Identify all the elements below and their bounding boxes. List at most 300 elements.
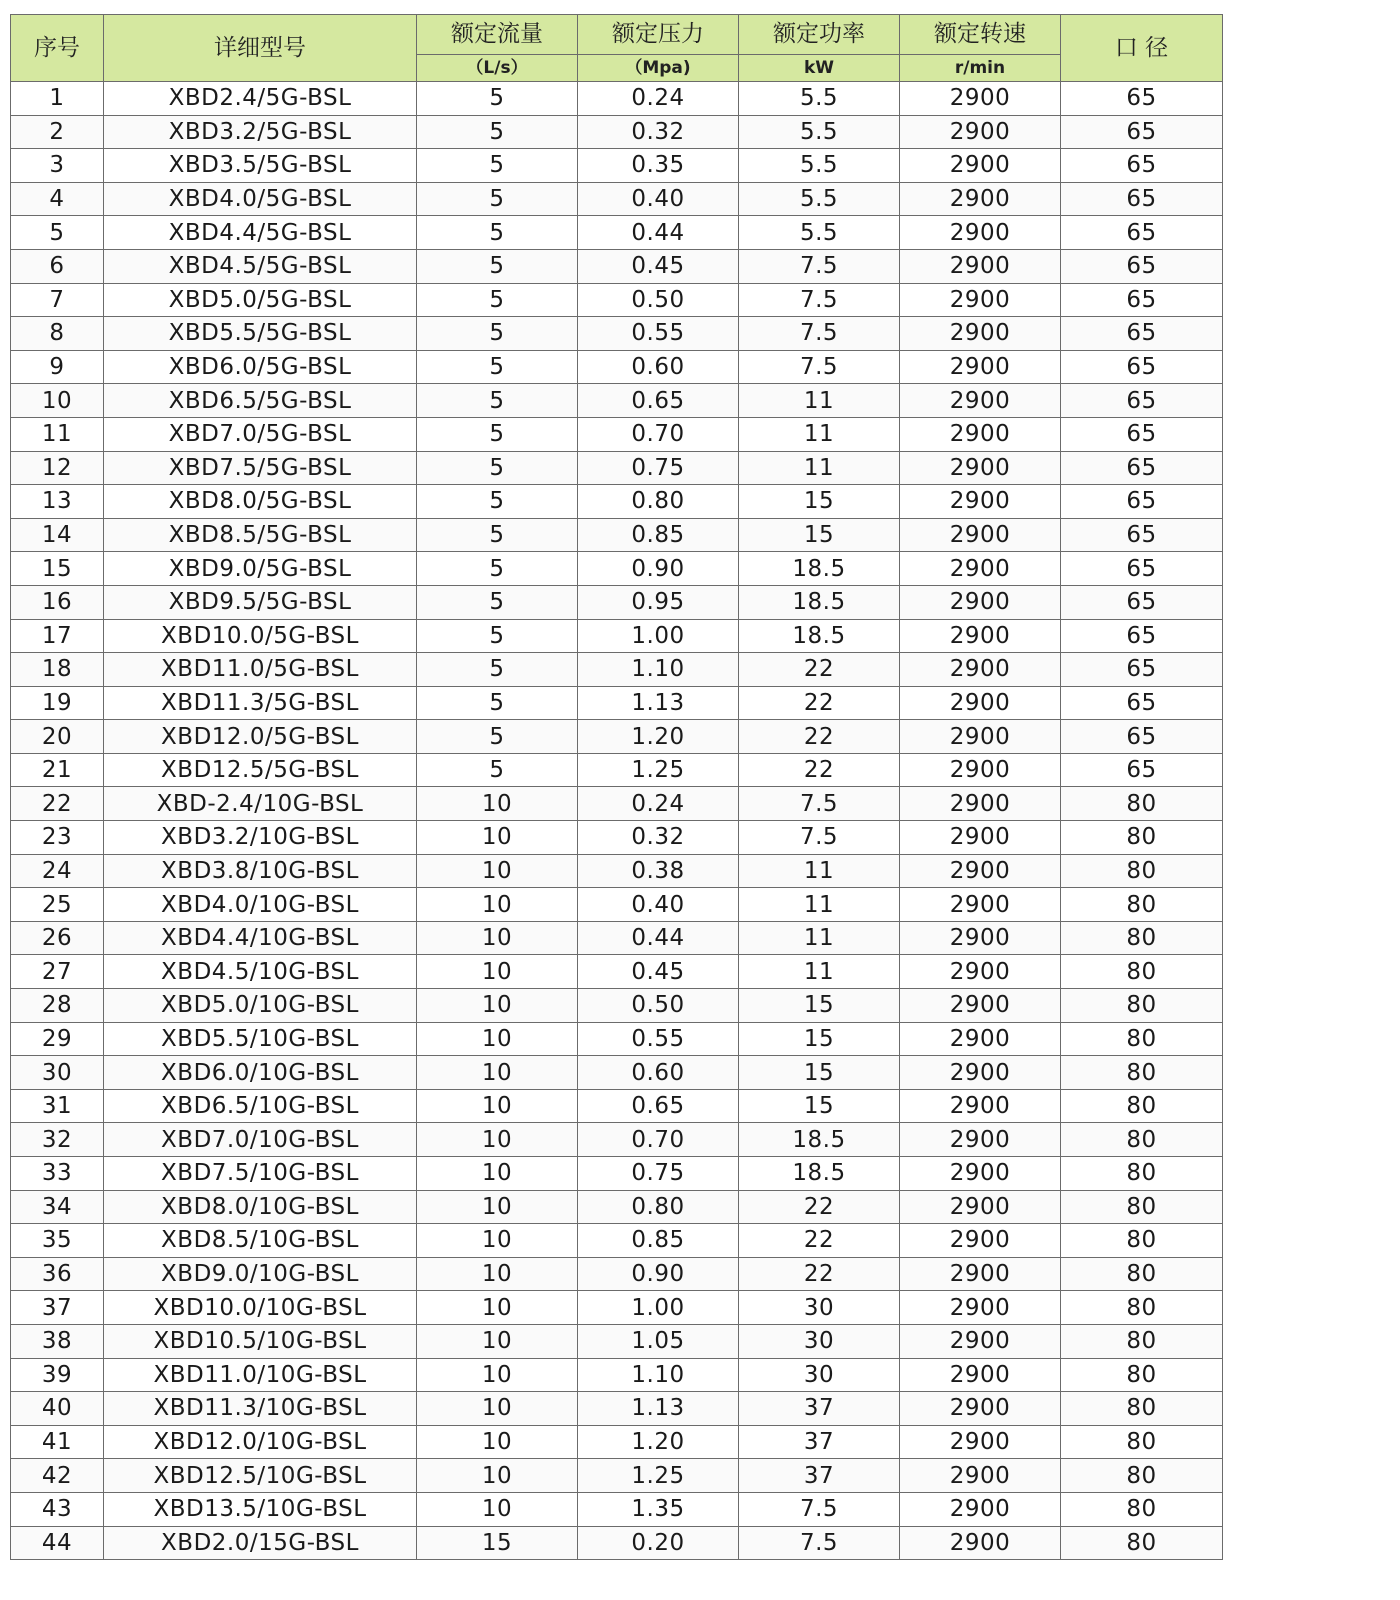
cell-flow: 5 xyxy=(417,753,578,787)
cell-speed: 2900 xyxy=(900,787,1061,821)
cell-index: 35 xyxy=(11,1224,104,1258)
cell-power: 18.5 xyxy=(739,619,900,653)
cell-pressure: 1.25 xyxy=(578,1459,739,1493)
cell-index: 27 xyxy=(11,955,104,989)
cell-speed: 2900 xyxy=(900,1257,1061,1291)
cell-power: 5.5 xyxy=(739,216,900,250)
cell-power: 7.5 xyxy=(739,283,900,317)
cell-diameter: 65 xyxy=(1061,518,1223,552)
table-row xyxy=(11,1089,1223,1123)
table-row xyxy=(11,653,1223,687)
cell-diameter: 80 xyxy=(1061,888,1223,922)
cell-speed: 2900 xyxy=(900,1324,1061,1358)
cell-index: 19 xyxy=(11,686,104,720)
cell-power: 15 xyxy=(739,1089,900,1123)
cell-index: 2 xyxy=(11,115,104,149)
cell-flow: 10 xyxy=(417,1459,578,1493)
cell-power: 30 xyxy=(739,1324,900,1358)
cell-diameter: 80 xyxy=(1061,1123,1223,1157)
cell-flow: 10 xyxy=(417,955,578,989)
cell-flow: 5 xyxy=(417,216,578,250)
cell-pressure: 0.75 xyxy=(578,451,739,485)
table-row xyxy=(11,485,1223,519)
table-row xyxy=(11,317,1223,351)
cell-model: XBD12.5/10G-BSL xyxy=(104,1459,417,1493)
cell-model: XBD5.0/5G-BSL xyxy=(104,283,417,317)
cell-flow: 10 xyxy=(417,1324,578,1358)
cell-power: 5.5 xyxy=(739,115,900,149)
table-row xyxy=(11,451,1223,485)
cell-pressure: 1.13 xyxy=(578,686,739,720)
cell-index: 14 xyxy=(11,518,104,552)
cell-diameter: 80 xyxy=(1061,787,1223,821)
cell-speed: 2900 xyxy=(900,283,1061,317)
cell-pressure: 1.10 xyxy=(578,1358,739,1392)
cell-diameter: 80 xyxy=(1061,921,1223,955)
cell-pressure: 0.90 xyxy=(578,552,739,586)
cell-speed: 2900 xyxy=(900,1358,1061,1392)
cell-speed: 2900 xyxy=(900,686,1061,720)
table-row xyxy=(11,585,1223,619)
cell-flow: 5 xyxy=(417,82,578,116)
cell-diameter: 65 xyxy=(1061,350,1223,384)
cell-model: XBD7.5/10G-BSL xyxy=(104,1157,417,1191)
cell-diameter: 80 xyxy=(1061,854,1223,888)
cell-power: 15 xyxy=(739,1056,900,1090)
cell-speed: 2900 xyxy=(900,1056,1061,1090)
cell-flow: 5 xyxy=(417,182,578,216)
cell-index: 11 xyxy=(11,417,104,451)
cell-power: 22 xyxy=(739,1224,900,1258)
cell-model: XBD9.5/5G-BSL xyxy=(104,585,417,619)
cell-speed: 2900 xyxy=(900,485,1061,519)
cell-diameter: 80 xyxy=(1061,1291,1223,1325)
cell-power: 18.5 xyxy=(739,1123,900,1157)
cell-index: 17 xyxy=(11,619,104,653)
cell-index: 33 xyxy=(11,1157,104,1191)
cell-diameter: 80 xyxy=(1061,1492,1223,1526)
cell-power: 15 xyxy=(739,485,900,519)
cell-speed: 2900 xyxy=(900,417,1061,451)
cell-flow: 15 xyxy=(417,1526,578,1560)
cell-diameter: 65 xyxy=(1061,82,1223,116)
cell-pressure: 0.60 xyxy=(578,1056,739,1090)
cell-pressure: 0.24 xyxy=(578,82,739,116)
cell-power: 15 xyxy=(739,518,900,552)
table-row xyxy=(11,1022,1223,1056)
cell-flow: 10 xyxy=(417,888,578,922)
cell-power: 18.5 xyxy=(739,1157,900,1191)
cell-index: 1 xyxy=(11,82,104,116)
table-row xyxy=(11,854,1223,888)
cell-pressure: 0.55 xyxy=(578,1022,739,1056)
cell-speed: 2900 xyxy=(900,653,1061,687)
cell-model: XBD6.5/5G-BSL xyxy=(104,384,417,418)
table-row xyxy=(11,350,1223,384)
cell-pressure: 0.65 xyxy=(578,384,739,418)
cell-speed: 2900 xyxy=(900,1089,1061,1123)
table-row xyxy=(11,115,1223,149)
cell-diameter: 65 xyxy=(1061,585,1223,619)
cell-speed: 2900 xyxy=(900,1190,1061,1224)
cell-power: 5.5 xyxy=(739,149,900,183)
cell-index: 43 xyxy=(11,1492,104,1526)
cell-model: XBD2.4/5G-BSL xyxy=(104,82,417,116)
table-row xyxy=(11,182,1223,216)
cell-diameter: 80 xyxy=(1061,1526,1223,1560)
table-row xyxy=(11,1190,1223,1224)
cell-pressure: 0.40 xyxy=(578,888,739,922)
cell-power: 22 xyxy=(739,720,900,754)
cell-flow: 10 xyxy=(417,854,578,888)
cell-pressure: 0.50 xyxy=(578,283,739,317)
cell-index: 38 xyxy=(11,1324,104,1358)
cell-index: 22 xyxy=(11,787,104,821)
cell-index: 24 xyxy=(11,854,104,888)
cell-flow: 10 xyxy=(417,1492,578,1526)
cell-speed: 2900 xyxy=(900,149,1061,183)
cell-diameter: 65 xyxy=(1061,216,1223,250)
cell-index: 32 xyxy=(11,1123,104,1157)
cell-model: XBD11.3/5G-BSL xyxy=(104,686,417,720)
cell-power: 22 xyxy=(739,753,900,787)
cell-model: XBD7.0/10G-BSL xyxy=(104,1123,417,1157)
cell-flow: 5 xyxy=(417,518,578,552)
cell-pressure: 0.38 xyxy=(578,854,739,888)
cell-pressure: 1.10 xyxy=(578,653,739,687)
cell-index: 12 xyxy=(11,451,104,485)
cell-index: 26 xyxy=(11,921,104,955)
cell-pressure: 0.20 xyxy=(578,1526,739,1560)
cell-model: XBD13.5/10G-BSL xyxy=(104,1492,417,1526)
cell-model: XBD5.5/5G-BSL xyxy=(104,317,417,351)
cell-model: XBD12.0/10G-BSL xyxy=(104,1425,417,1459)
cell-pressure: 0.70 xyxy=(578,417,739,451)
header-model: 详细型号 xyxy=(104,15,417,82)
cell-model: XBD9.0/10G-BSL xyxy=(104,1257,417,1291)
cell-diameter: 80 xyxy=(1061,1190,1223,1224)
cell-pressure: 0.90 xyxy=(578,1257,739,1291)
table-row xyxy=(11,552,1223,586)
cell-power: 11 xyxy=(739,921,900,955)
cell-flow: 5 xyxy=(417,686,578,720)
cell-flow: 10 xyxy=(417,989,578,1023)
cell-model: XBD7.5/5G-BSL xyxy=(104,451,417,485)
table-row xyxy=(11,249,1223,283)
cell-model: XBD12.0/5G-BSL xyxy=(104,720,417,754)
cell-model: XBD8.0/10G-BSL xyxy=(104,1190,417,1224)
cell-speed: 2900 xyxy=(900,317,1061,351)
table-body xyxy=(11,82,1223,1560)
pump-spec-table xyxy=(10,14,1223,1560)
table-row xyxy=(11,283,1223,317)
cell-pressure: 1.05 xyxy=(578,1324,739,1358)
cell-diameter: 65 xyxy=(1061,653,1223,687)
cell-index: 37 xyxy=(11,1291,104,1325)
cell-index: 40 xyxy=(11,1392,104,1426)
cell-model: XBD8.0/5G-BSL xyxy=(104,485,417,519)
cell-diameter: 65 xyxy=(1061,182,1223,216)
cell-speed: 2900 xyxy=(900,115,1061,149)
cell-diameter: 80 xyxy=(1061,1157,1223,1191)
cell-power: 7.5 xyxy=(739,317,900,351)
cell-flow: 5 xyxy=(417,485,578,519)
cell-speed: 2900 xyxy=(900,1459,1061,1493)
cell-index: 3 xyxy=(11,149,104,183)
cell-flow: 10 xyxy=(417,1392,578,1426)
cell-model: XBD-2.4/10G-BSL xyxy=(104,787,417,821)
cell-power: 22 xyxy=(739,686,900,720)
cell-pressure: 0.75 xyxy=(578,1157,739,1191)
cell-index: 9 xyxy=(11,350,104,384)
cell-speed: 2900 xyxy=(900,216,1061,250)
cell-index: 13 xyxy=(11,485,104,519)
cell-model: XBD6.0/10G-BSL xyxy=(104,1056,417,1090)
cell-pressure: 0.65 xyxy=(578,1089,739,1123)
table-row xyxy=(11,384,1223,418)
table-row xyxy=(11,82,1223,116)
cell-model: XBD12.5/5G-BSL xyxy=(104,753,417,787)
cell-flow: 5 xyxy=(417,585,578,619)
cell-diameter: 80 xyxy=(1061,1056,1223,1090)
cell-speed: 2900 xyxy=(900,1157,1061,1191)
table-row xyxy=(11,686,1223,720)
cell-index: 4 xyxy=(11,182,104,216)
cell-power: 11 xyxy=(739,417,900,451)
table-row xyxy=(11,753,1223,787)
cell-pressure: 1.00 xyxy=(578,1291,739,1325)
table-row xyxy=(11,787,1223,821)
cell-index: 39 xyxy=(11,1358,104,1392)
cell-flow: 5 xyxy=(417,552,578,586)
cell-speed: 2900 xyxy=(900,989,1061,1023)
cell-power: 22 xyxy=(739,1257,900,1291)
cell-diameter: 80 xyxy=(1061,1425,1223,1459)
cell-flow: 10 xyxy=(417,1190,578,1224)
cell-flow: 5 xyxy=(417,249,578,283)
table-row xyxy=(11,1492,1223,1526)
table-row xyxy=(11,821,1223,855)
cell-power: 7.5 xyxy=(739,787,900,821)
table-row xyxy=(11,417,1223,451)
table-row xyxy=(11,1056,1223,1090)
table-row xyxy=(11,1291,1223,1325)
cell-diameter: 80 xyxy=(1061,1224,1223,1258)
table-row xyxy=(11,1425,1223,1459)
cell-index: 8 xyxy=(11,317,104,351)
cell-diameter: 80 xyxy=(1061,1324,1223,1358)
cell-flow: 10 xyxy=(417,1123,578,1157)
cell-model: XBD4.5/5G-BSL xyxy=(104,249,417,283)
cell-flow: 5 xyxy=(417,317,578,351)
cell-model: XBD8.5/10G-BSL xyxy=(104,1224,417,1258)
cell-index: 41 xyxy=(11,1425,104,1459)
cell-model: XBD3.2/5G-BSL xyxy=(104,115,417,149)
cell-index: 42 xyxy=(11,1459,104,1493)
cell-power: 7.5 xyxy=(739,249,900,283)
table-row xyxy=(11,1123,1223,1157)
cell-pressure: 0.24 xyxy=(578,787,739,821)
table-row xyxy=(11,1526,1223,1560)
cell-power: 30 xyxy=(739,1358,900,1392)
cell-speed: 2900 xyxy=(900,1526,1061,1560)
cell-flow: 5 xyxy=(417,149,578,183)
cell-model: XBD3.2/10G-BSL xyxy=(104,821,417,855)
cell-index: 34 xyxy=(11,1190,104,1224)
cell-flow: 10 xyxy=(417,787,578,821)
cell-pressure: 0.80 xyxy=(578,485,739,519)
cell-power: 11 xyxy=(739,854,900,888)
cell-flow: 10 xyxy=(417,921,578,955)
cell-speed: 2900 xyxy=(900,182,1061,216)
cell-index: 25 xyxy=(11,888,104,922)
table-row xyxy=(11,1358,1223,1392)
table-row xyxy=(11,619,1223,653)
header-pressure-unit: （Mpa) xyxy=(578,54,739,81)
cell-diameter: 80 xyxy=(1061,989,1223,1023)
cell-pressure: 0.70 xyxy=(578,1123,739,1157)
cell-flow: 5 xyxy=(417,451,578,485)
table-row xyxy=(11,518,1223,552)
cell-speed: 2900 xyxy=(900,1123,1061,1157)
cell-diameter: 80 xyxy=(1061,1392,1223,1426)
cell-pressure: 0.60 xyxy=(578,350,739,384)
cell-pressure: 1.00 xyxy=(578,619,739,653)
cell-flow: 5 xyxy=(417,283,578,317)
cell-speed: 2900 xyxy=(900,585,1061,619)
cell-model: XBD3.8/10G-BSL xyxy=(104,854,417,888)
cell-flow: 5 xyxy=(417,115,578,149)
cell-speed: 2900 xyxy=(900,619,1061,653)
table-row xyxy=(11,1224,1223,1258)
cell-power: 11 xyxy=(739,955,900,989)
cell-pressure: 1.25 xyxy=(578,753,739,787)
cell-flow: 10 xyxy=(417,1056,578,1090)
cell-model: XBD6.5/10G-BSL xyxy=(104,1089,417,1123)
cell-diameter: 65 xyxy=(1061,384,1223,418)
cell-pressure: 0.85 xyxy=(578,518,739,552)
cell-diameter: 65 xyxy=(1061,115,1223,149)
cell-power: 7.5 xyxy=(739,350,900,384)
cell-speed: 2900 xyxy=(900,753,1061,787)
cell-pressure: 0.40 xyxy=(578,182,739,216)
cell-index: 23 xyxy=(11,821,104,855)
cell-diameter: 65 xyxy=(1061,753,1223,787)
cell-model: XBD4.0/10G-BSL xyxy=(104,888,417,922)
cell-model: XBD4.4/10G-BSL xyxy=(104,921,417,955)
cell-index: 21 xyxy=(11,753,104,787)
cell-model: XBD9.0/5G-BSL xyxy=(104,552,417,586)
cell-speed: 2900 xyxy=(900,518,1061,552)
cell-speed: 2900 xyxy=(900,955,1061,989)
cell-index: 6 xyxy=(11,249,104,283)
cell-speed: 2900 xyxy=(900,821,1061,855)
cell-speed: 2900 xyxy=(900,552,1061,586)
header-power: 额定功率 xyxy=(739,15,900,55)
cell-index: 20 xyxy=(11,720,104,754)
cell-speed: 2900 xyxy=(900,854,1061,888)
cell-power: 37 xyxy=(739,1459,900,1493)
cell-index: 5 xyxy=(11,216,104,250)
header-power-unit: kW xyxy=(739,54,900,81)
cell-flow: 10 xyxy=(417,1425,578,1459)
cell-index: 28 xyxy=(11,989,104,1023)
cell-power: 22 xyxy=(739,653,900,687)
table-row xyxy=(11,1257,1223,1291)
cell-power: 37 xyxy=(739,1392,900,1426)
cell-index: 30 xyxy=(11,1056,104,1090)
cell-pressure: 0.45 xyxy=(578,955,739,989)
cell-model: XBD4.0/5G-BSL xyxy=(104,182,417,216)
cell-power: 7.5 xyxy=(739,1492,900,1526)
cell-model: XBD8.5/5G-BSL xyxy=(104,518,417,552)
cell-speed: 2900 xyxy=(900,1425,1061,1459)
cell-pressure: 0.95 xyxy=(578,585,739,619)
cell-speed: 2900 xyxy=(900,451,1061,485)
cell-pressure: 1.20 xyxy=(578,720,739,754)
cell-diameter: 65 xyxy=(1061,417,1223,451)
cell-diameter: 80 xyxy=(1061,1089,1223,1123)
cell-model: XBD4.4/5G-BSL xyxy=(104,216,417,250)
cell-speed: 2900 xyxy=(900,720,1061,754)
cell-pressure: 1.13 xyxy=(578,1392,739,1426)
cell-power: 11 xyxy=(739,451,900,485)
cell-index: 29 xyxy=(11,1022,104,1056)
cell-flow: 5 xyxy=(417,653,578,687)
cell-diameter: 65 xyxy=(1061,552,1223,586)
cell-model: XBD7.0/5G-BSL xyxy=(104,417,417,451)
cell-power: 11 xyxy=(739,384,900,418)
cell-pressure: 1.35 xyxy=(578,1492,739,1526)
cell-index: 31 xyxy=(11,1089,104,1123)
cell-diameter: 80 xyxy=(1061,821,1223,855)
cell-speed: 2900 xyxy=(900,1291,1061,1325)
cell-diameter: 80 xyxy=(1061,1022,1223,1056)
cell-power: 15 xyxy=(739,1022,900,1056)
table-row xyxy=(11,1324,1223,1358)
cell-model: XBD11.0/10G-BSL xyxy=(104,1358,417,1392)
cell-index: 15 xyxy=(11,552,104,586)
cell-flow: 10 xyxy=(417,1089,578,1123)
cell-model: XBD3.5/5G-BSL xyxy=(104,149,417,183)
cell-pressure: 0.80 xyxy=(578,1190,739,1224)
cell-speed: 2900 xyxy=(900,888,1061,922)
table-row xyxy=(11,720,1223,754)
cell-model: XBD11.0/5G-BSL xyxy=(104,653,417,687)
cell-speed: 2900 xyxy=(900,1392,1061,1426)
cell-model: XBD11.3/10G-BSL xyxy=(104,1392,417,1426)
table-row xyxy=(11,1459,1223,1493)
header-index: 序号 xyxy=(11,15,104,82)
cell-power: 22 xyxy=(739,1190,900,1224)
cell-pressure: 0.85 xyxy=(578,1224,739,1258)
cell-pressure: 0.44 xyxy=(578,921,739,955)
cell-pressure: 0.32 xyxy=(578,821,739,855)
cell-index: 7 xyxy=(11,283,104,317)
header-speed: 额定转速 xyxy=(900,15,1061,55)
table-row xyxy=(11,1392,1223,1426)
header-flow-unit: （L/s） xyxy=(417,54,578,81)
cell-power: 30 xyxy=(739,1291,900,1325)
cell-flow: 5 xyxy=(417,384,578,418)
cell-index: 18 xyxy=(11,653,104,687)
cell-model: XBD10.0/5G-BSL xyxy=(104,619,417,653)
cell-diameter: 80 xyxy=(1061,1459,1223,1493)
cell-diameter: 65 xyxy=(1061,451,1223,485)
cell-flow: 10 xyxy=(417,1257,578,1291)
cell-pressure: 0.32 xyxy=(578,115,739,149)
cell-flow: 5 xyxy=(417,350,578,384)
